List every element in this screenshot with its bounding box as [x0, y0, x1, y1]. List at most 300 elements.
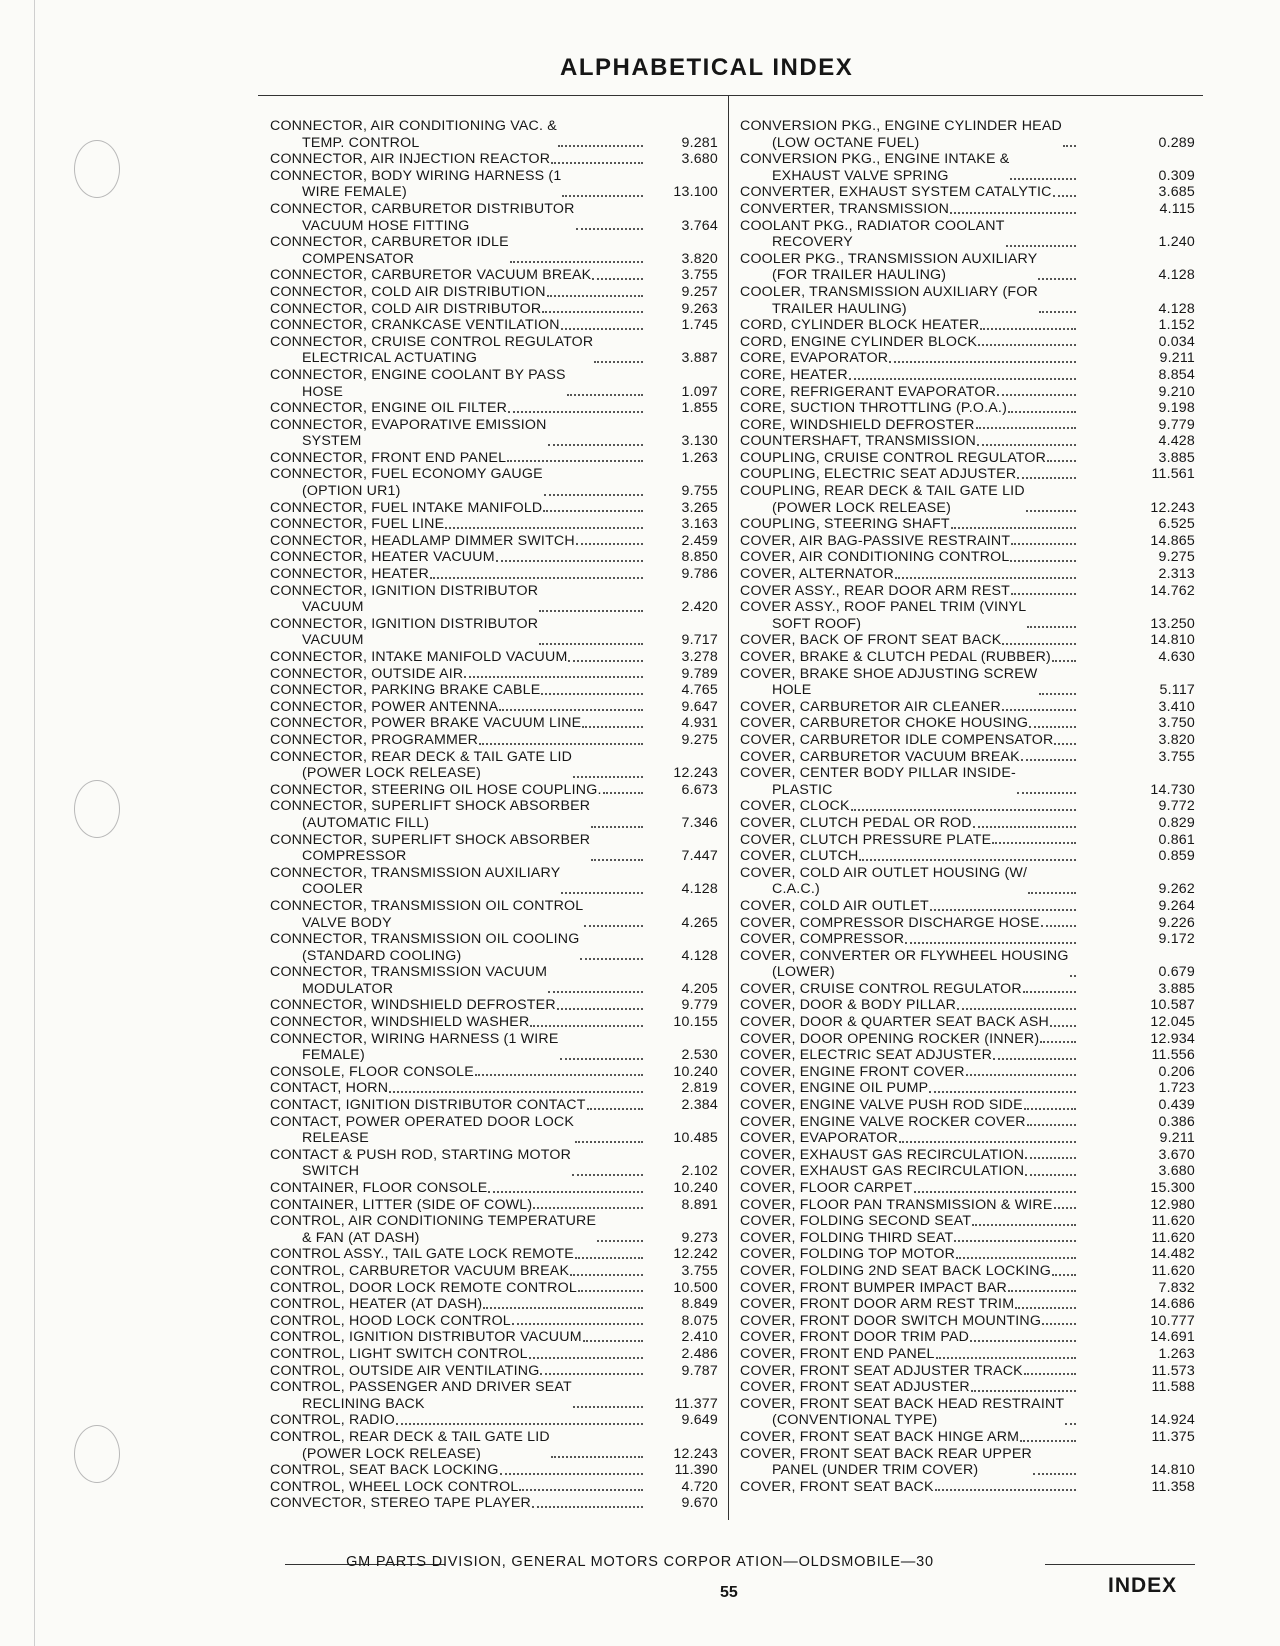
entry-line: CONTROL, AIR CONDITIONING TEMPERATURE: [270, 1213, 597, 1230]
entry-line: CONTROL, CARBURETOR VACUUM BREAK: [270, 1262, 570, 1279]
entry-text: [270, 417, 547, 450]
entry-text: [740, 1080, 928, 1097]
punch-hole-middle: [74, 780, 120, 838]
entry-text: [270, 1246, 574, 1263]
entry-line: CONVERTER, TRANSMISSION: [740, 200, 950, 217]
entry-line: (AUTOMATIC FILL): [302, 814, 430, 831]
dot-leader: [1001, 632, 1079, 649]
entry-line: COVER, ENGINE FRONT COVER: [740, 1063, 965, 1080]
page-reference: 4.205: [681, 980, 718, 997]
entry-line: CONNECTOR, IGNITION DISTRIBUTOR: [270, 582, 539, 599]
entry-line: VACUUM: [302, 632, 364, 649]
index-entry: [740, 1163, 1195, 1180]
entry-line: CONNECTOR, AIR INJECTION REACTOR: [270, 151, 551, 168]
entry-line: CONNECTOR, HEATER VACUUM: [270, 549, 495, 566]
entry-line: CONTROL, RADIO: [270, 1412, 395, 1429]
index-entry: [740, 599, 1195, 632]
entry-text: [740, 632, 1001, 649]
index-entry: [270, 798, 718, 831]
entry-line: CONNECTOR, FUEL LINE: [270, 516, 445, 533]
index-entry: [270, 1147, 718, 1180]
entry-line: (FOR TRAILER HAULING): [772, 267, 947, 284]
index-entry: [740, 433, 1195, 450]
dot-leader: [495, 549, 646, 566]
entry-line: (OPTION UR1): [302, 483, 401, 500]
entry-text: [740, 848, 858, 865]
entry-line: CONNECTOR, BODY WIRING HARNESS (1: [270, 167, 562, 184]
page-reference: 14.762: [1150, 582, 1195, 599]
entry-text: [740, 583, 1010, 600]
right-index-column: [740, 118, 1195, 1495]
index-entry: [270, 1495, 718, 1512]
dot-leader: [976, 433, 1079, 450]
entry-text: [740, 1346, 935, 1363]
index-entry: [270, 1313, 718, 1330]
entry-line: CONNECTOR, WINDSHIELD WASHER: [270, 1014, 530, 1031]
entry-line: CONNECTOR, SUPERLIFT SHOCK ABSORBER: [270, 798, 591, 815]
page-reference: 1.263: [681, 449, 718, 466]
entry-line: CONNECTOR, PARKING BRAKE CABLE: [270, 682, 541, 699]
entry-line: COVER, CARBURETOR IDLE COMPENSATOR: [740, 731, 1054, 748]
page-reference: 12.045: [1150, 1014, 1195, 1031]
footer-credit: GM PARTS DIVISION, GENERAL MOTORS CORPOR ATION—OLDSMOBILE—30: [346, 1554, 934, 1570]
index-entry: [740, 1429, 1195, 1446]
index-entry: [740, 549, 1195, 566]
entry-line: CONNECTOR, TRANSMISSION OIL CONTROL: [270, 897, 584, 914]
entry-line: CONTAINER, FLOOR CONSOLE: [270, 1180, 488, 1196]
entry-text: [740, 151, 1009, 184]
page-reference: 11.588: [1151, 1379, 1195, 1396]
dot-leader: [1053, 1197, 1079, 1214]
index-entry: [270, 1462, 718, 1479]
entry-line: HOLE: [772, 682, 812, 699]
page-reference: 15.300: [1150, 1180, 1195, 1196]
page-reference: 11.561: [1151, 466, 1195, 483]
entry-line: COVER, DOOR OPENING ROCKER (INNER): [740, 1030, 1040, 1047]
index-entry: [270, 533, 718, 550]
index-entry: [740, 1446, 1195, 1479]
entry-line: CONNECTOR, REAR DECK & TAIL GATE LID: [270, 748, 573, 765]
index-entry: [270, 1379, 718, 1412]
page-reference: 4.128: [681, 947, 718, 964]
dot-leader: [509, 251, 646, 268]
entry-line: COVER, ELECTRIC SEAT ADJUSTER: [740, 1047, 993, 1064]
entry-line: CONVERSION PKG., ENGINE CYLINDER HEAD: [740, 118, 1062, 134]
entry-text: [740, 384, 996, 401]
index-entry: [740, 848, 1195, 865]
entry-line: COVER, DOOR & BODY PILLAR: [740, 997, 957, 1014]
dot-leader: [1069, 964, 1079, 981]
entry-line: CONNECTOR, TRANSMISSION VACUUM: [270, 964, 548, 981]
entry-text: [740, 334, 977, 351]
entry-line: C.A.C.): [772, 881, 820, 898]
entry-line: CONTROL, PASSENGER AND DRIVER SEAT: [270, 1379, 572, 1396]
index-entry: [740, 118, 1195, 151]
entry-line: COOLER: [302, 881, 364, 898]
entry-line: COUPLING, CRUISE CONTROL REGULATOR: [740, 449, 1047, 466]
entry-text: [740, 732, 1053, 749]
index-entry: [740, 367, 1195, 384]
dot-leader: [540, 682, 646, 699]
entry-line: COVER, CONVERTER OR FLYWHEEL HOUSING: [740, 947, 1069, 964]
entry-line: COVER, FOLDING TOP MOTOR: [740, 1246, 956, 1263]
page-reference: 3.885: [1158, 980, 1195, 997]
entry-line: COUNTERSHAFT, TRANSMISSION: [740, 433, 976, 450]
dot-leader: [572, 1396, 646, 1413]
index-entry: [270, 1180, 718, 1197]
index-entry: [270, 997, 718, 1014]
entry-text: [270, 1346, 528, 1363]
dot-leader: [1052, 184, 1079, 201]
entry-line: CONTACT, IGNITION DISTRIBUTOR CONTACT: [270, 1097, 586, 1114]
page-reference: 1.263: [1158, 1345, 1195, 1362]
page-reference: 3.265: [681, 499, 718, 516]
entry-line: COVER, FRONT SEAT ADJUSTER: [740, 1379, 970, 1396]
dot-leader: [575, 218, 646, 235]
entry-text: [740, 1213, 971, 1230]
page-reference: 3.887: [681, 350, 718, 367]
dot-leader: [543, 483, 646, 500]
index-entry: [740, 1047, 1195, 1064]
dot-leader: [1014, 1296, 1079, 1313]
dot-leader: [1053, 732, 1079, 749]
index-entry: [740, 566, 1195, 583]
page-reference: 9.789: [681, 665, 718, 682]
entry-text: [270, 549, 495, 566]
entry-text: [740, 1064, 965, 1081]
page-reference: 9.779: [681, 997, 718, 1014]
page-reference: 2.410: [681, 1329, 718, 1346]
entry-text: [270, 118, 557, 151]
page-reference: 0.289: [1158, 134, 1195, 151]
dot-leader: [482, 1296, 646, 1313]
entry-text: [270, 1080, 388, 1097]
entry-line: COVER, FLOOR CARPET: [740, 1180, 913, 1196]
page-reference: 3.670: [1158, 1146, 1195, 1163]
entry-text: [740, 1363, 1023, 1380]
index-entry: [270, 1479, 718, 1496]
entry-line: COVER, ENGINE VALVE PUSH ROD SIDE: [740, 1097, 1023, 1114]
entry-line: COUPLING, STEERING SHAFT: [740, 516, 950, 533]
entry-text: [270, 782, 602, 799]
entry-line: WIRE FEMALE): [302, 184, 407, 201]
entry-text: [270, 1147, 571, 1180]
entry-line: COVER, ENGINE VALVE ROCKER COVER: [740, 1113, 1026, 1130]
entry-text: [270, 699, 498, 716]
entry-line: CONTROL, DOOR LOCK REMOTE CONTROL: [270, 1279, 577, 1296]
entry-line: COOLER, TRANSMISSION AUXILIARY (FOR: [740, 283, 1038, 300]
dot-leader: [1032, 1462, 1079, 1479]
index-entry: [740, 417, 1195, 434]
entry-text: [270, 666, 463, 683]
index-entry: [740, 1130, 1195, 1147]
entry-line: COVER, EXHAUST GAS RECIRCULATION: [740, 1163, 1025, 1180]
entry-text: [270, 516, 444, 533]
entry-line: CONTAINER, LITTER (SIDE OF COWL): [270, 1196, 533, 1213]
dot-leader: [1049, 1014, 1079, 1031]
index-entry: [740, 384, 1195, 401]
entry-text: [740, 433, 976, 450]
index-entry: [740, 334, 1195, 351]
index-entry: [270, 1064, 718, 1081]
entry-text: [270, 1462, 499, 1479]
entry-line: CONNECTOR, HEADLAMP DIMMER SWITCH: [270, 532, 575, 549]
page-reference: 9.275: [681, 731, 718, 748]
punch-hole-top: [74, 140, 120, 198]
dot-leader: [935, 1346, 1079, 1363]
entry-line: COVER, FRONT SEAT BACK HINGE ARM: [740, 1428, 1020, 1445]
entry-text: [740, 184, 1052, 201]
entry-line: COOLANT PKG., RADIATOR COOLANT: [740, 217, 1005, 234]
dot-leader: [1022, 981, 1079, 998]
entry-text: [270, 1180, 487, 1197]
index-entry: [270, 682, 718, 699]
entry-line: COVER, FRONT END PANEL: [740, 1345, 935, 1362]
entry-text: [740, 865, 1027, 898]
page-number: 55: [720, 1584, 738, 1601]
dot-leader: [539, 1363, 646, 1380]
entry-line: RECOVERY: [772, 234, 853, 251]
dot-leader: [928, 1080, 1079, 1097]
index-entry: [270, 898, 718, 931]
index-entry: [270, 566, 718, 583]
index-entry: [740, 666, 1195, 699]
index-entry: [740, 632, 1195, 649]
dot-leader: [498, 699, 646, 716]
entry-text: [270, 400, 507, 417]
index-entry: [740, 1180, 1195, 1197]
entry-line: CONNECTOR, ENGINE COOLANT BY PASS: [270, 366, 566, 383]
page-reference: 3.410: [1158, 698, 1195, 715]
page-reference: 12.980: [1150, 1196, 1195, 1213]
entry-text: [740, 948, 1069, 981]
index-entry: [740, 765, 1195, 798]
index-entry: [740, 931, 1195, 948]
page-reference: 8.850: [681, 549, 718, 566]
index-entry: [270, 450, 718, 467]
entry-line: PANEL (UNDER TRIM COVER): [772, 1462, 979, 1479]
dot-leader: [538, 599, 646, 616]
entry-line: COOLER PKG., TRANSMISSION AUXILIARY: [740, 250, 1038, 267]
dot-leader: [557, 135, 646, 152]
index-entry: [740, 1280, 1195, 1297]
entry-text: [270, 367, 566, 400]
dot-leader: [574, 1246, 646, 1263]
dot-leader: [965, 1064, 1079, 1081]
entry-text: [740, 1014, 1049, 1031]
entry-line: COVER, EXHAUST GAS RECIRCULATION: [740, 1146, 1025, 1163]
page-reference: 0.679: [1158, 964, 1195, 981]
page-reference: 6.673: [681, 781, 718, 798]
entry-text: [740, 1147, 1024, 1164]
dot-leader: [569, 1263, 646, 1280]
page-reference: 11.620: [1151, 1262, 1195, 1279]
dot-leader: [591, 267, 646, 284]
dot-leader: [992, 1047, 1079, 1064]
page-reference: 9.281: [681, 134, 718, 151]
dot-leader: [444, 516, 646, 533]
column-divider: [728, 95, 729, 1520]
entry-text: [740, 1047, 992, 1064]
left-index-column: [270, 118, 718, 1512]
entry-text: [740, 1280, 1007, 1297]
index-entry: [740, 749, 1195, 766]
entry-line: COVER, FOLDING 2ND SEAT BACK LOCKING: [740, 1262, 1051, 1279]
entry-text: [740, 483, 1025, 516]
index-entry: [270, 417, 718, 450]
index-entry: [740, 832, 1195, 849]
entry-text: [270, 649, 567, 666]
dot-leader: [529, 1014, 646, 1031]
index-entry: [270, 1429, 718, 1462]
dot-leader: [590, 815, 646, 832]
entry-text: [270, 1363, 539, 1380]
page-reference: 9.262: [1158, 881, 1195, 898]
page-reference: 2.420: [681, 599, 718, 616]
index-entry: [740, 1263, 1195, 1280]
index-entry: [270, 334, 718, 367]
dot-leader: [977, 334, 1079, 351]
page-reference: 13.100: [673, 184, 718, 201]
entry-line: CONNECTOR, FUEL INTAKE MANIFOLD: [270, 499, 543, 516]
dot-leader: [547, 981, 646, 998]
dot-leader: [1009, 168, 1079, 185]
index-entry: [270, 1412, 718, 1429]
dot-leader: [577, 1280, 646, 1297]
entry-line: CONNECTOR, FUEL ECONOMY GAUGE: [270, 466, 543, 483]
dot-leader: [1016, 782, 1079, 799]
entry-line: COMPRESSOR: [302, 848, 407, 865]
entry-line: COVER, FRONT SEAT BACK: [740, 1478, 934, 1495]
page-reference: 1.723: [1158, 1080, 1195, 1097]
dot-leader: [550, 1446, 646, 1463]
dot-leader: [1051, 1263, 1079, 1280]
entry-line: CONNECTOR, AIR CONDITIONING VAC. &: [270, 118, 557, 134]
dot-leader: [518, 1479, 646, 1496]
entry-line: CORD, CYLINDER BLOCK HEATER: [740, 317, 980, 334]
dot-leader: [542, 500, 646, 517]
entry-line: COVER, COLD AIR OUTLET: [740, 897, 929, 914]
index-entry: [740, 350, 1195, 367]
entry-line: & FAN (AT DASH): [302, 1229, 420, 1246]
entry-text: [270, 168, 561, 201]
dot-leader: [596, 1230, 646, 1247]
dot-leader: [1062, 135, 1079, 152]
index-entry: [270, 549, 718, 566]
page-reference: 10.500: [673, 1279, 718, 1296]
dot-leader: [894, 566, 1079, 583]
index-entry: [270, 583, 718, 616]
entry-text: [270, 931, 579, 964]
entry-line: COVER, CARBURETOR VACUUM BREAK: [740, 748, 1020, 765]
entry-text: [270, 334, 593, 367]
entry-line: COVER, CLUTCH: [740, 848, 859, 865]
entry-text: [740, 417, 975, 434]
dot-leader: [531, 1495, 646, 1512]
page-reference: 9.670: [681, 1495, 718, 1512]
page-reference: 3.278: [681, 649, 718, 665]
page-reference: 3.130: [681, 433, 718, 450]
entry-line: EXHAUST VALVE SPRING: [772, 167, 949, 184]
entry-line: COVER, FOLDING SECOND SEAT: [740, 1213, 972, 1230]
dot-leader: [848, 367, 1079, 384]
page-reference: 11.377: [674, 1395, 718, 1412]
entry-text: [740, 898, 929, 915]
page-reference: 11.390: [674, 1462, 718, 1479]
dot-leader: [1046, 450, 1079, 467]
page-reference: 9.273: [681, 1229, 718, 1246]
dot-leader: [571, 1163, 646, 1180]
entry-line: CONNECTOR, POWER BRAKE VACUUM LINE: [270, 715, 582, 732]
entry-line: CONNECTOR, TRANSMISSION OIL COOLING: [270, 931, 580, 948]
page-reference: 4.265: [681, 914, 718, 931]
entry-line: SWITCH: [302, 1163, 360, 1180]
page-reference: 2.819: [681, 1080, 718, 1097]
page-reference: 9.226: [1158, 914, 1195, 931]
page-reference: 4.115: [1159, 200, 1195, 217]
entry-line: (LOWER): [772, 964, 835, 981]
entry-text: [740, 915, 1040, 932]
index-entry: [740, 583, 1195, 600]
entry-line: CONNECTOR, EVAPORATIVE EMISSION: [270, 416, 547, 433]
page-reference: 0.439: [1158, 1097, 1195, 1114]
dot-leader: [567, 649, 646, 666]
index-entry: [740, 699, 1195, 716]
index-entry: [270, 367, 718, 400]
entry-line: CONNECTOR, IGNITION DISTRIBUTOR: [270, 615, 539, 632]
page-reference: 1.097: [681, 383, 718, 400]
entry-line: CONNECTOR, POWER ANTENNA: [270, 698, 499, 715]
entry-text: [740, 798, 850, 815]
page-reference: 9.172: [1158, 931, 1195, 948]
dot-leader: [975, 417, 1079, 434]
entry-line: CORE, SUCTION THROTTLING (P.O.A.): [740, 400, 1007, 417]
page-reference: 11.620: [1151, 1213, 1195, 1230]
index-entry: [270, 699, 718, 716]
entry-line: CONTROL, SEAT BACK LOCKING: [270, 1462, 499, 1479]
entry-text: [270, 500, 542, 517]
dot-leader: [1024, 1147, 1079, 1164]
entry-text: [740, 649, 1051, 666]
page-reference: 9.263: [681, 300, 718, 317]
dot-leader: [1016, 466, 1079, 483]
page-reference: 3.820: [1158, 731, 1195, 748]
entry-line: CORE, HEATER: [740, 366, 848, 383]
entry-text: [270, 749, 572, 782]
index-entry: [740, 284, 1195, 317]
page-reference: 12.934: [1150, 1030, 1195, 1047]
dot-leader: [560, 881, 646, 898]
entry-line: CONTROL, WHEEL LOCK CONTROL: [270, 1478, 519, 1495]
entry-text: [270, 566, 429, 583]
entry-text: [270, 832, 590, 865]
entry-text: [740, 1230, 953, 1247]
entry-text: [740, 815, 972, 832]
entry-text: [270, 1495, 531, 1512]
index-entry: [270, 649, 718, 666]
page-reference: 4.128: [1158, 267, 1195, 284]
index-entry: [270, 118, 718, 151]
entry-text: [270, 1197, 532, 1214]
dot-leader: [499, 1462, 646, 1479]
entry-line: COVER, FOLDING THIRD SEAT: [740, 1229, 954, 1246]
entry-text: [740, 1197, 1053, 1214]
header-rule: [258, 95, 1203, 96]
page-reference: 0.206: [1158, 1063, 1195, 1080]
entry-line: TEMP. CONTROL: [302, 134, 420, 151]
footer-rule-right: [1045, 1564, 1195, 1565]
index-entry: [270, 865, 718, 898]
